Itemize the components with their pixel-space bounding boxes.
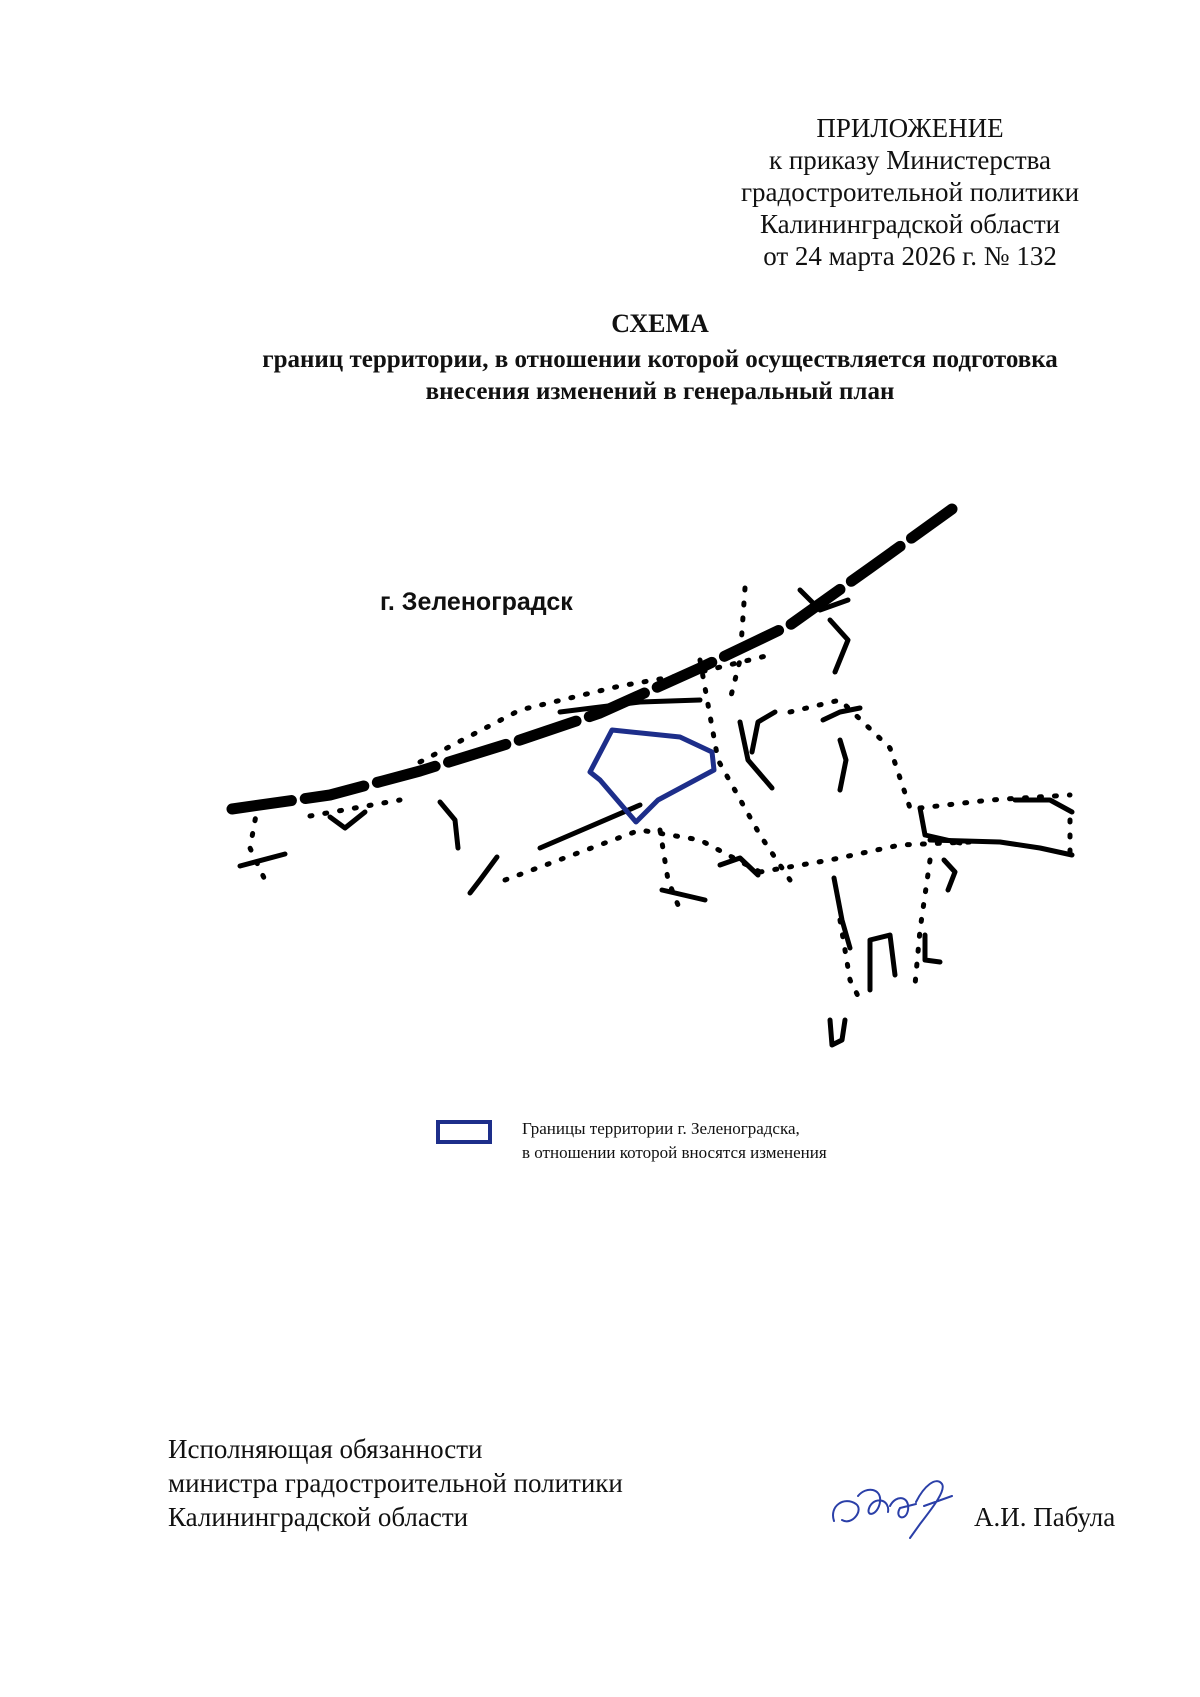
dotted-road: [760, 842, 970, 872]
legend-line-2: в отношении которой вносятся изменения: [522, 1143, 827, 1162]
street-line: [470, 857, 497, 893]
signatory-position: [168, 1432, 623, 1534]
street-line: [840, 740, 846, 790]
street-line: [830, 620, 848, 672]
legend-boundary-symbol: [436, 1120, 492, 1144]
title-line-2: внесения изменений в генеральный план: [425, 378, 895, 405]
legend-line-1: Границы территории г. Зеленоградска,: [522, 1119, 800, 1138]
title-line-1: границ территории, в отношении которой осуществляется подготовка: [262, 346, 1058, 373]
dotted-road: [505, 830, 760, 880]
street-line: [870, 935, 895, 990]
street-line: [925, 935, 940, 962]
street-line: [752, 712, 775, 752]
map-city-label: г. Зеленоградск: [380, 588, 573, 616]
street-line: [1015, 800, 1072, 812]
dotted-road: [915, 860, 930, 985]
street-line: [662, 890, 705, 900]
street-line: [440, 802, 458, 848]
dotted-road: [310, 800, 400, 816]
position-line: министра градостроительной политики: [168, 1468, 623, 1498]
handwritten-signature: [824, 1466, 964, 1546]
title-main: СХЕМА: [611, 309, 709, 338]
appendix-date-number: от 24 марта 2026 г. № 132: [763, 241, 1057, 271]
street-line: [560, 700, 700, 712]
appendix-line: градостроительной политики: [740, 177, 1080, 207]
boundary-scheme-map: [0, 480, 1200, 1060]
signatory-name: А.И. Пабула: [974, 1502, 1116, 1532]
appendix-header: [700, 112, 1120, 272]
dotted-road: [660, 830, 680, 910]
street-line: [720, 858, 758, 875]
dotted-road: [250, 804, 265, 880]
street-line: [830, 1020, 845, 1045]
legend-text: [522, 1117, 827, 1165]
appendix-title: ПРИЛОЖЕНИЕ: [816, 113, 1004, 143]
street-line: [240, 854, 285, 866]
position-line: Исполняющая обязанности: [168, 1434, 483, 1464]
street-line: [920, 808, 960, 843]
territory-boundary-polygon: [590, 730, 714, 822]
appendix-line: к приказу Министерства: [768, 145, 1052, 175]
street-line: [930, 840, 1072, 855]
position-line: Калининградской области: [168, 1502, 469, 1532]
appendix-line: Калининградской области: [759, 209, 1061, 239]
document-title: [120, 308, 1200, 408]
street-line: [944, 860, 955, 890]
street-line: [823, 708, 860, 720]
dotted-road: [790, 700, 910, 808]
street-line: [330, 812, 365, 828]
